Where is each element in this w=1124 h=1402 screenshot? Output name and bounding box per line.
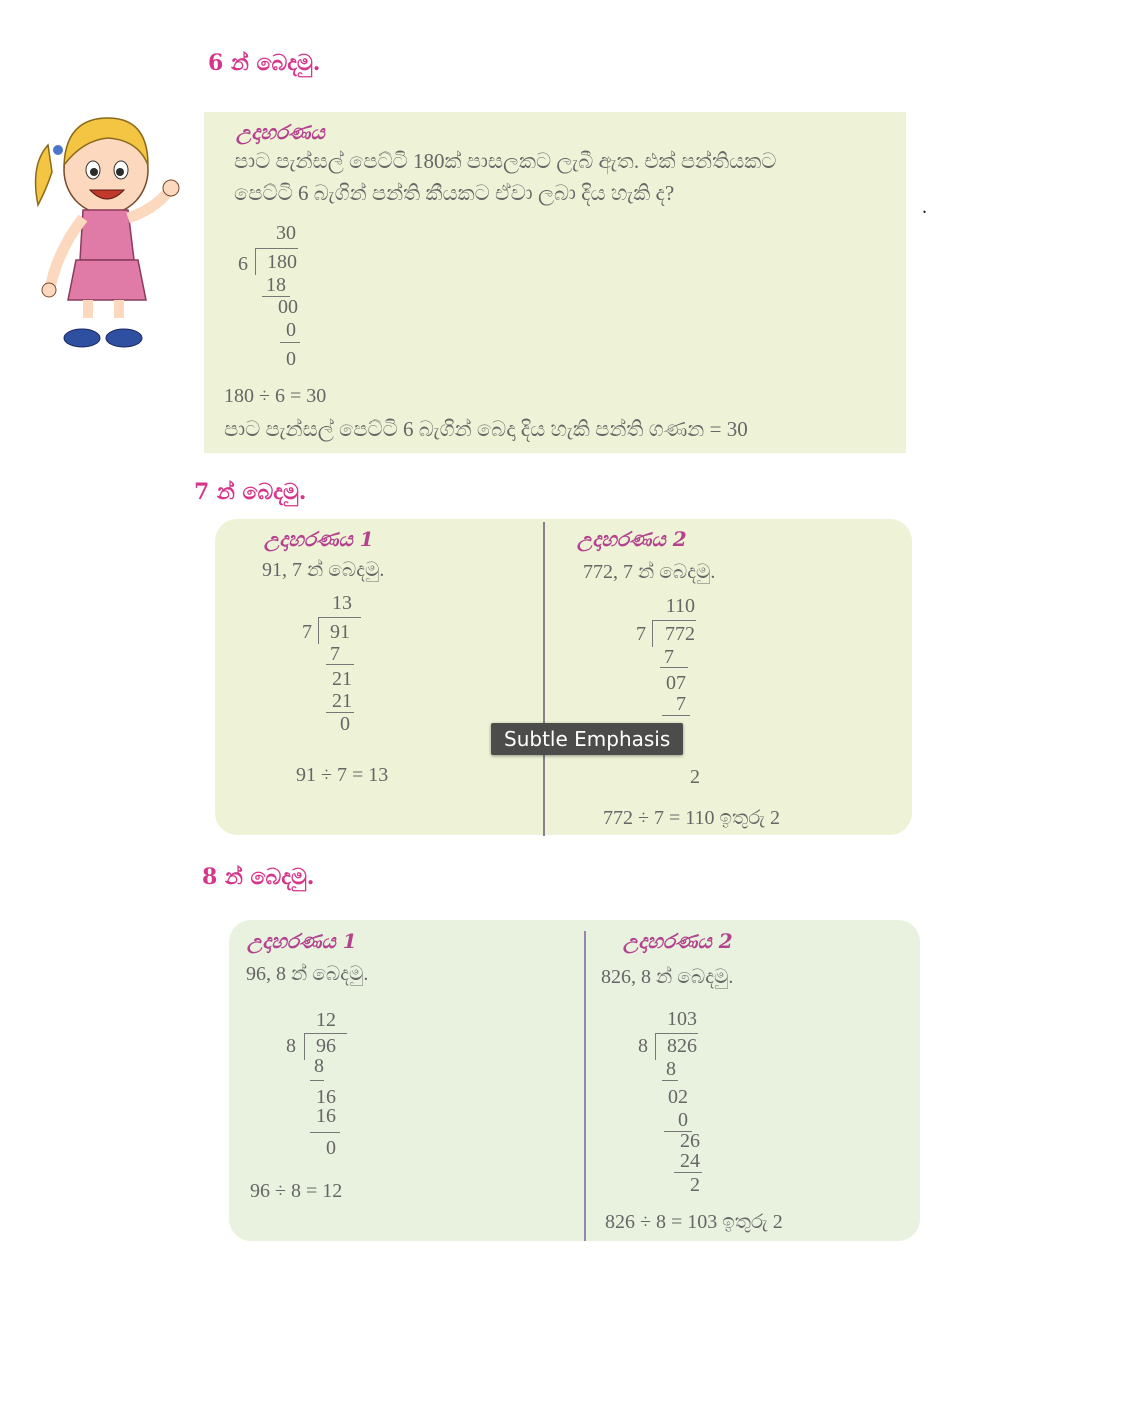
s8-ex1-line1 — [310, 1080, 324, 1081]
s8-ex2-line1 — [662, 1080, 678, 1081]
s7-ex1-equation: 91 ÷ 7 = 13 — [296, 764, 389, 786]
example-6-label: උදාහරණය — [236, 120, 325, 144]
s7-ex1-step1: 7 — [330, 643, 340, 665]
example-6-equation: 180 ÷ 6 = 30 — [224, 385, 327, 407]
div6-divisor: 6 — [238, 253, 248, 275]
s7-ex1-step2: 21 — [332, 668, 352, 690]
section-8-heading: 8 න් බෙදමු. — [202, 864, 315, 890]
s7-ex1-dividend: 91 — [330, 621, 350, 643]
s8-ex1-prompt: 96, 8 න් බෙදමු. — [246, 963, 369, 985]
s8-ex1-equation: 96 ÷ 8 = 12 — [250, 1180, 343, 1202]
s7-ex1-quotient: 13 — [332, 592, 352, 614]
s8-ex2-quotient: 103 — [667, 1008, 697, 1030]
s8-ex2-step2: 02 — [668, 1086, 688, 1108]
s8-ex2-step1: 8 — [666, 1058, 676, 1080]
div6-line2 — [280, 342, 300, 343]
s7-ex1-divisor: 7 — [302, 621, 312, 643]
section-7-heading: 7 න් බෙදමු. — [194, 479, 307, 505]
div6-quotient: 30 — [276, 222, 296, 244]
section-6-heading: 6 න් බෙදමු. — [208, 50, 321, 76]
s7-ex2-step3: 7 — [676, 693, 686, 715]
s7-ex1-prompt: 91, 7 න් බෙදමු. — [262, 559, 385, 581]
s8-ex1-step3: 16 — [316, 1105, 336, 1127]
s7-ex2-divisor: 7 — [636, 623, 646, 645]
s8-ex2-step3: 0 — [678, 1109, 688, 1131]
s8-ex2-line3 — [674, 1172, 702, 1173]
s7-ex1-step4: 0 — [340, 713, 350, 735]
s8-ex1-divisor: 8 — [286, 1035, 296, 1057]
style-tooltip: Subtle Emphasis — [491, 723, 683, 755]
s7-ex2-step2: 07 — [666, 672, 686, 694]
s8-ex1-dividend: 96 — [316, 1035, 336, 1057]
s8-ex2-divisor: 8 — [638, 1035, 648, 1057]
example-6-answer: පාට පැන්සල් පෙට්ටි 6 බැගින් බෙදා දිය හැකි පන්ති ගණන = 30 — [224, 417, 748, 441]
div6-step2: 00 — [278, 296, 298, 318]
s8-ex1-step4: 0 — [326, 1137, 336, 1159]
example-6-problem-line1: පාට පැන්සල් පෙට්ටි 180ක් පාසලකට ලැබී ඇත. එක් පන්තියකට — [234, 149, 777, 173]
s8-ex1-label: උදාහරණය 1 — [247, 929, 357, 953]
s8-ex2-dividend: 826 — [667, 1035, 697, 1057]
s8-ex2-step6: 2 — [690, 1174, 700, 1196]
s7-ex2-step4: 2 — [690, 766, 700, 788]
s8-ex2-prompt: 826, 8 න් බෙදමු. — [601, 966, 734, 988]
div6-step4: 0 — [286, 348, 296, 370]
s7-ex1-step3: 21 — [332, 690, 352, 712]
s7-ex2-equation: 772 ÷ 7 = 110 ඉතුරු 2 — [603, 807, 780, 829]
s7-ex1-label: උදාහරණය 1 — [264, 527, 374, 551]
s8-ex1-step2: 16 — [316, 1086, 336, 1108]
section-8-divider — [584, 931, 586, 1241]
stray-dot: . — [922, 196, 927, 218]
div6-step3: 0 — [286, 319, 296, 341]
s7-ex2-label: උදාහරණය 2 — [577, 527, 687, 551]
s7-ex2-line2 — [662, 715, 690, 716]
s7-ex2-step1: 7 — [664, 646, 674, 668]
s8-ex2-equation: 826 ÷ 8 = 103 ඉතුරු 2 — [605, 1211, 783, 1233]
s7-ex2-dividend: 772 — [665, 623, 695, 645]
div6-step1: 18 — [266, 274, 286, 296]
s8-ex2-step5: 24 — [680, 1150, 700, 1172]
s7-ex1-line1 — [326, 664, 354, 665]
s8-ex1-step1: 8 — [314, 1055, 324, 1077]
example-6-problem-line2: පෙට්ටි 6 බැගින් පන්ති කීයකට ඒවා ලබා දිය හැකි ද? — [234, 181, 675, 205]
div6-dividend: 180 — [267, 251, 297, 273]
s7-ex2-prompt: 772, 7 න් බෙදමු. — [583, 561, 716, 583]
section-7-divider — [543, 522, 545, 836]
s8-ex1-line2 — [310, 1132, 340, 1133]
s8-ex2-label: උදාහරණය 2 — [623, 929, 733, 953]
s8-ex1-quotient: 12 — [316, 1009, 336, 1031]
s8-ex2-step4: 26 — [680, 1130, 700, 1152]
s7-ex2-quotient: 110 — [665, 595, 695, 617]
girl-illustration — [28, 110, 183, 355]
s7-ex2-line1 — [660, 667, 688, 668]
